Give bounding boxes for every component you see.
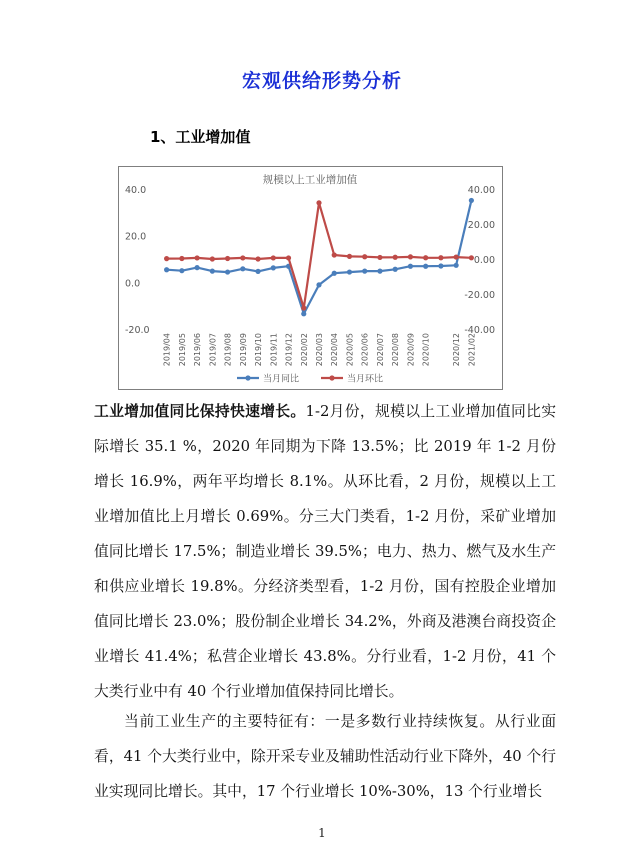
series-point-mom [469, 255, 474, 260]
series-point-mom [271, 255, 276, 260]
legend-label-yoy: 当月同比 [263, 374, 300, 385]
series-point-mom [301, 305, 306, 310]
document-title: 宏观供给形势分析 [241, 70, 402, 92]
series-point-yoy [332, 271, 337, 276]
series-point-yoy [408, 264, 413, 269]
left-axis-tick-label: 40.0 [125, 185, 147, 196]
series-point-yoy [377, 269, 382, 274]
series-point-mom [316, 200, 321, 205]
series-point-mom [286, 255, 291, 260]
series-point-mom [347, 254, 352, 259]
x-axis-tick-label: 2019/05 [177, 333, 187, 367]
x-axis-tick-label: 2019/10 [254, 333, 264, 367]
left-axis-tick-label: 20.0 [125, 231, 147, 243]
industrial-value-added-chart [118, 166, 503, 390]
x-axis-tick-label: 2020/08 [391, 333, 401, 367]
legend-label-mom: 当月环比 [347, 374, 384, 385]
x-axis-tick-label: 2020/12 [452, 333, 462, 367]
x-axis-tick-label: 2020/05 [345, 333, 355, 367]
series-point-mom [362, 254, 367, 259]
legend-marker-yoy [245, 375, 250, 380]
x-axis-tick-label: 2020/03 [315, 333, 324, 367]
paragraph-1 [94, 394, 556, 709]
x-axis-tick-label: 2019/09 [238, 333, 248, 367]
series-point-mom [454, 254, 459, 259]
series-point-mom [255, 256, 260, 261]
right-axis-tick-label: 20.00 [467, 220, 495, 231]
right-axis-tick-label: -20.00 [464, 290, 495, 301]
x-axis-tick-label: 2020/02 [299, 333, 309, 367]
series-point-mom [423, 255, 428, 260]
paragraph-2 [94, 704, 556, 809]
legend-marker-mom [329, 375, 334, 380]
series-point-yoy [194, 265, 199, 270]
paragraph-1-lead: 工业增加值同比保持快速增长。 [94, 403, 306, 420]
series-point-yoy [469, 198, 474, 203]
series-point-yoy [301, 311, 306, 316]
series-point-mom [377, 255, 382, 260]
x-axis-tick-label: 2020/10 [421, 333, 431, 367]
series-point-mom [164, 256, 169, 261]
series-point-yoy [240, 266, 245, 271]
x-axis-tick-label: 2019/06 [193, 333, 203, 367]
section-heading: 1、工业增加值 [150, 128, 251, 146]
series-point-mom [408, 254, 413, 259]
series-point-mom [393, 255, 398, 260]
right-axis-tick-label: -40.00 [464, 325, 495, 336]
x-axis-tick-label: 2020/06 [360, 333, 370, 367]
series-point-yoy [316, 282, 321, 287]
chart-title: 规模以上工业增加值 [262, 174, 358, 186]
series-point-yoy [393, 267, 398, 272]
series-point-yoy [210, 269, 215, 274]
series-point-yoy [362, 269, 367, 274]
series-point-mom [194, 255, 199, 260]
series-point-yoy [225, 269, 230, 274]
series-point-mom [210, 256, 215, 261]
x-axis-tick-label: 2020/07 [375, 333, 385, 367]
left-axis-tick-label: -20.0 [125, 325, 150, 336]
series-point-yoy [438, 263, 443, 268]
x-axis-tick-label: 2019/11 [269, 333, 279, 367]
right-axis-tick-label: 40.00 [467, 185, 495, 196]
x-axis-tick-label: 2021/02 [467, 333, 477, 367]
series-point-mom [332, 252, 337, 257]
series-point-yoy [423, 264, 428, 269]
series-point-mom [438, 255, 443, 260]
series-point-mom [179, 256, 184, 261]
series-point-yoy [271, 265, 276, 270]
series-point-yoy [255, 269, 260, 274]
x-axis-tick-label: 2020/09 [406, 333, 416, 367]
paragraph-2-text: 当前工业生产的主要特征有：一是多数行业持续恢复。从行业面看，41 个大类行业中，除开采专业及辅助性活动行业下降外，40 个行业实现同比增长。其中，17 个行业增长 10%-30%，13 个行业增长 [94, 713, 556, 800]
series-point-yoy [347, 269, 352, 274]
series-point-yoy [454, 263, 459, 268]
chart-svg [119, 167, 502, 389]
x-axis-tick-label: 2019/08 [223, 333, 233, 367]
paragraph-1-text: 1-2月份，规模以上工业增加值同比实际增长 35.1 %，2020 年同期为下降 13.5%；比 2019 年 1-2 月份增长 16.9%，两年平均增长 8.1%。从环比看，2 月份，规模以上工业增加值比上月增长 0.69%。分三大门类看，1-2 月份，采矿业增加值同比增长 17.5%；制造业增长 39.5%；电力、热力、燃气及水生产和供应业增长 19.8%。分经济类型看，1-2 月份，国有控股企业增加值同比增长 23.0%；股份制企业增长 34.2%，外商及港澳台商投资企业增长 41.4%；私营企业增长 43.8%。分行业看，1-2 月份，41 个大类行业中有 40 个行业增加值保持同比增长。 [94, 403, 556, 700]
series-point-yoy [164, 267, 169, 272]
page-number: 1 [318, 826, 326, 840]
x-axis-tick-label: 2019/04 [162, 333, 172, 367]
x-axis-tick-label: 2019/12 [284, 333, 294, 367]
series-point-mom [225, 256, 230, 261]
series-point-mom [240, 255, 245, 260]
left-axis-tick-label: 0.0 [125, 278, 141, 290]
right-axis-tick-label: 0.00 [473, 255, 495, 266]
x-axis-tick-label: 2020/04 [330, 333, 340, 367]
series-point-yoy [179, 268, 184, 273]
x-axis-tick-label: 2019/07 [208, 333, 218, 367]
